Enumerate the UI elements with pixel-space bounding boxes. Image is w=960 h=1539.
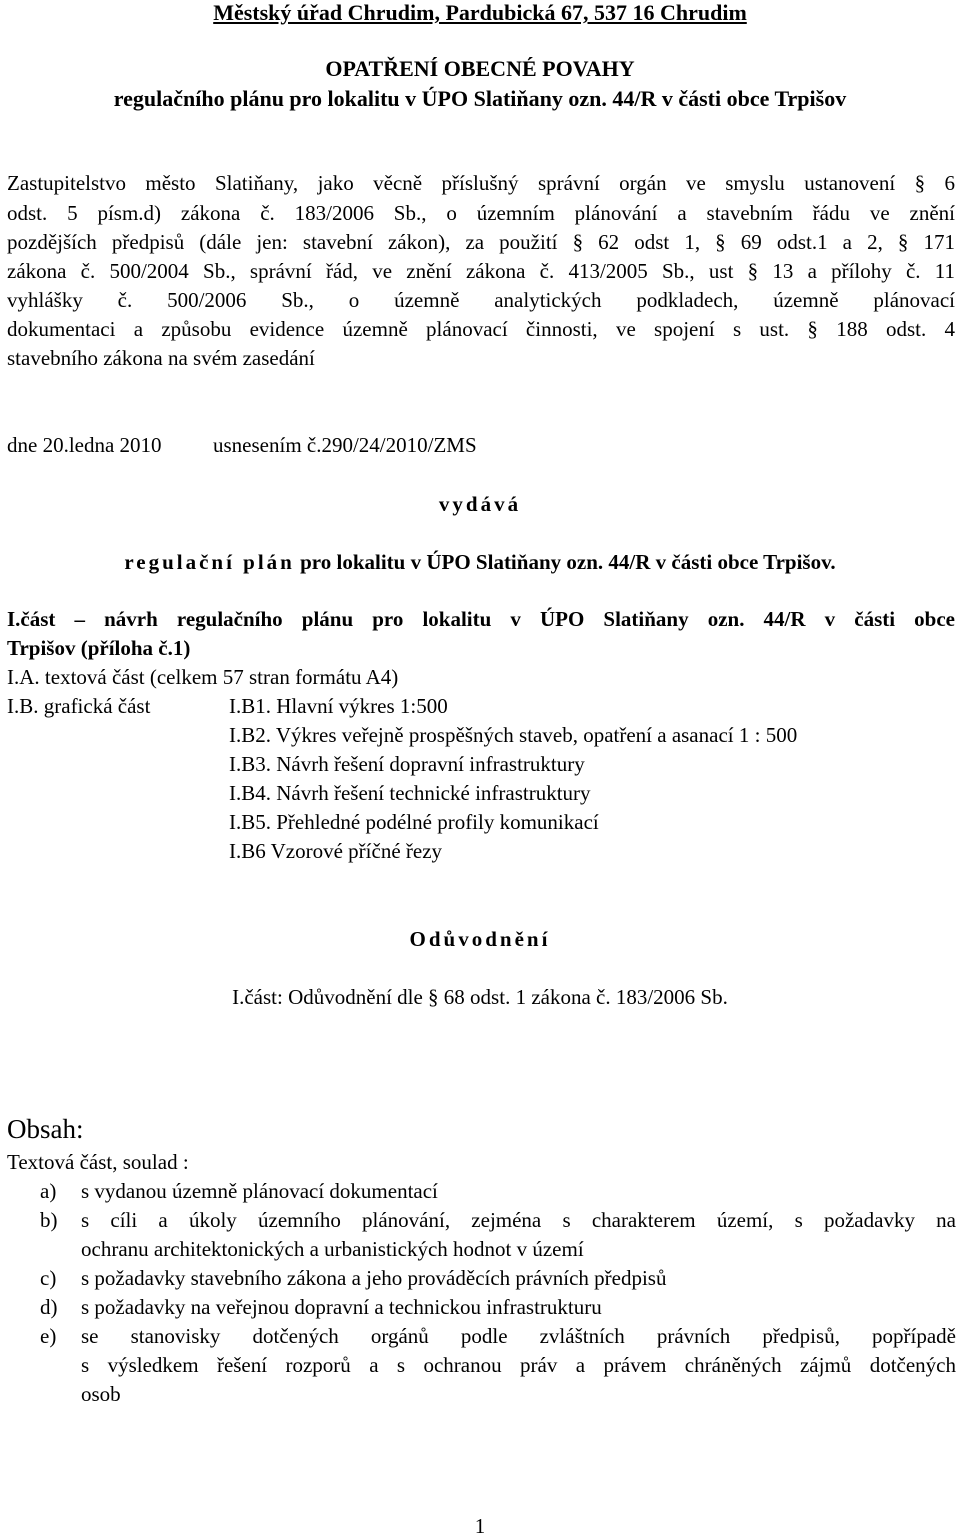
list-item-cont: ochranu architektonických a urbanistických hodnot v území [81,1237,584,1261]
contents-heading: Obsah: [7,1114,84,1144]
list-marker: c) [40,1266,57,1290]
list-item: se stanovisky dotčených orgánů podle zvláštních právních předpisů, popřípadě [81,1324,956,1348]
drawing-item: I.B6 Vzorové příčné řezy [229,839,443,863]
list-item: s požadavky stavebního zákona a jeho prováděcích právních předpisů [81,1266,667,1290]
part1-heading-cont: Trpišov (příloha č.1) [7,636,191,660]
list-item: s cíli a úkoly územního plánování, zejména s charakterem území, s požadavky na [81,1208,956,1232]
drawing-item: I.B5. Přehledné podélné profily komunikací [229,810,599,834]
list-item-cont: osob [81,1382,121,1406]
list-marker: e) [40,1324,57,1348]
list-item: s vydanou územně plánovací dokumentací [81,1179,438,1203]
part1-heading: I.část – návrh regulačního plánu pro lokalitu v ÚPO Slatiňany ozn. 44/R v části obce [7,607,955,631]
office-header: Městský úřad Chrudim, Pardubická 67, 537 16 Chrudim [213,0,747,25]
drawing-item: I.B1. Hlavní výkres 1:500 [229,694,448,718]
intro-line: vyhlášky č. 500/2006 Sb., o územně analytických podkladech, územně plánovací [7,288,955,312]
part1-textual: I.A. textová část (celkem 57 stran formátu A4) [7,665,399,689]
list-marker: b) [40,1208,58,1232]
part1-graphic-label: I.B. grafická část [7,694,151,718]
resolution-number: usnesením č.290/24/2010/ZMS [213,433,477,457]
drawing-item: I.B3. Návrh řešení dopravní infrastruktury [229,752,585,776]
justification-heading: Odůvodnění [409,927,551,951]
issues-verb: vydává [438,492,522,516]
resolution-date: dne 20.ledna 2010 [7,433,162,457]
drawing-item: I.B4. Návrh řešení technické infrastruktury [229,781,591,805]
document-subtitle: regulačního plánu pro lokalitu v ÚPO Slatiňany ozn. 44/R v části obce Trpišov [113,86,847,111]
page-number: 1 [474,1514,486,1538]
plan-statement [0,550,960,575]
list-marker: d) [40,1295,58,1319]
intro-line: stavebního zákona na svém zasedání [7,346,315,370]
intro-line: Zastupitelstvo město Slatiňany, jako věcně příslušný správní orgán ve smyslu ustanovení § 6 [7,171,955,195]
document-title: OPATŘENÍ OBECNÉ POVAHY [325,56,635,81]
plan-rest: pro lokalitu v ÚPO Slatiňany ozn. 44/R v části obce Trpišov. [300,550,836,574]
intro-line: dokumentaci a způsobu evidence územně plánovací činnosti, ve spojení s ust. § 188 odst. 4 [7,317,955,341]
list-item: s požadavky na veřejnou dopravní a technickou infrastrukturu [81,1295,602,1319]
list-item-cont: s výsledkem řešení rozporů a s ochranou práv a právem chráněných zájmů dotčených [81,1353,956,1377]
intro-line: odst. 5 písm.d) zákona č. 183/2006 Sb., o územním plánování a stavebním řádu ve znění [7,201,955,225]
intro-line: pozdějších předpisů (dále jen: stavební zákon), za použití § 62 odst 1, § 69 odst.1 a 2, § 171 [7,230,955,254]
plan-word: regulační plán [124,550,295,574]
contents-subheading: Textová část, soulad : [7,1150,189,1174]
list-marker: a) [40,1179,57,1203]
intro-line: zákona č. 500/2004 Sb., správní řád, ve znění zákona č. 413/2005 Sb., ust § 13 a přílohy č. 11 [7,259,955,283]
justification-part: I.část: Odůvodnění dle § 68 odst. 1 zákona č. 183/2006 Sb. [232,985,728,1009]
drawing-item: I.B2. Výkres veřejně prospěšných staveb, opatření a asanací 1 : 500 [229,723,798,747]
